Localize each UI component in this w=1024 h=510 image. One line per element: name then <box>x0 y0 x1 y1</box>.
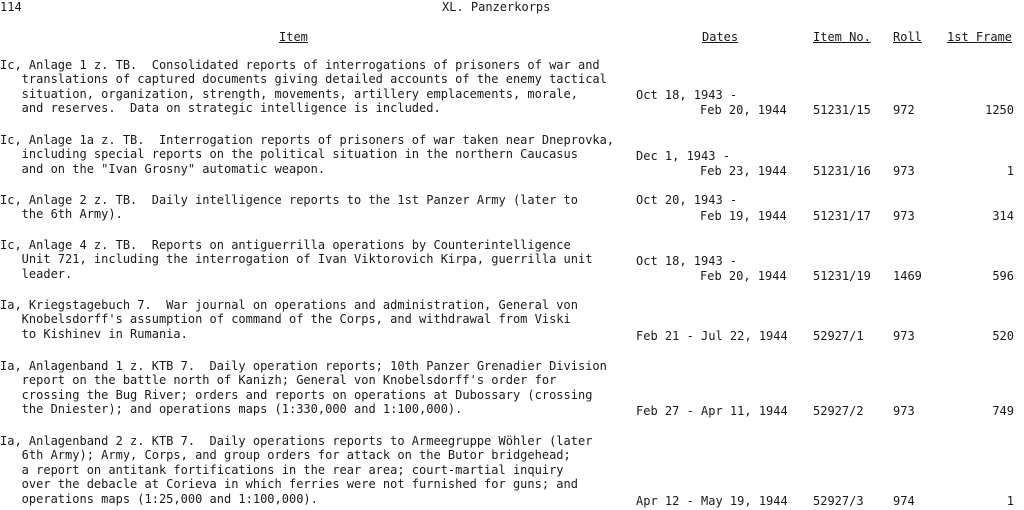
entry-first-frame: 749 <box>992 404 1014 418</box>
entry-roll: 1469 <box>893 269 922 283</box>
entry-item-no: 51231/16 <box>813 164 871 178</box>
entry-description: Ic, Anlage 1a z. TB. Interrogation reports of prisoners of war taken near Dneprovka, including special reports on the political situation in the northern Caucasus and on the "Ivan Grosny" automatic weapon. <box>0 133 615 176</box>
entry-first-frame: 1 <box>1006 164 1014 178</box>
entry-roll: 973 <box>893 404 915 418</box>
entry-date-end: Feb 19, 1944 <box>700 209 787 223</box>
entry-first-frame: 520 <box>992 329 1014 343</box>
entry-first-frame: 314 <box>992 209 1014 223</box>
page-title: XL. Panzerkorps <box>442 0 551 14</box>
entry-description: Ia, Kriegstagebuch 7. War journal on operations and administration, General von Knobelsdorff's assumption of command of the Corps, and withdrawal from Viski to Kishinev in Rumania. <box>0 298 578 341</box>
entry-description: Ic, Anlage 4 z. TB. Reports on antiguerrilla operations by Counterintelligence Unit 721, including the interrogation of Ivan Viktorovich Kirpa, guerrilla unit leader. <box>0 238 593 281</box>
column-header-item-no: Item No. <box>813 30 871 44</box>
entry-description: Ic, Anlage 1 z. TB. Consolidated reports of interrogations of prisoners of war and translations of captured documents giving detailed accounts of the enemy tactical situation, organization, strength, movements, artillery emplacements, morale, and reserves. Data on strategic intelligence is included. <box>0 58 607 116</box>
entry-description: Ic, Anlage 2 z. TB. Daily intelligence reports to the 1st Panzer Army (later to the 6th Army). <box>0 193 578 222</box>
entry-date-start: Dec 1, 1943 - <box>636 149 730 163</box>
entry-item-no: 51231/17 <box>813 209 871 223</box>
entry-date-end: Feb 20, 1944 <box>700 103 787 117</box>
column-header-item: Item <box>279 30 308 44</box>
entry-date-start: Oct 20, 1943 - <box>636 193 738 207</box>
entry-item-no: 52927/2 <box>813 404 864 418</box>
entry-roll: 972 <box>893 103 915 117</box>
entry-item-no: 51231/19 <box>813 269 871 283</box>
column-header-first-frame: 1st Frame <box>947 30 1013 44</box>
page-number: 114 <box>0 0 22 14</box>
entry-date-end: Feb 20, 1944 <box>700 269 787 283</box>
entry-description: Ia, Anlagenband 2 z. KTB 7. Daily operations reports to Armeegruppe Wöhler (later 6th Army); Army, Corps, and group orders for attack on the Butor bridgehead; a report on antitank fortifications in the rear area; court-martial inquiry over the debacle at Corieva in which ferries were not furnished for guns; and operations maps (1:25,000 and 1:100,000). <box>0 434 593 506</box>
entry-date-range: Apr 12 - May 19, 1944 <box>636 494 788 508</box>
entry-roll: 974 <box>893 494 915 508</box>
entry-item-no: 52927/1 <box>813 329 864 343</box>
entry-item-no: 52927/3 <box>813 494 864 508</box>
entry-date-start: Oct 18, 1943 - <box>636 88 738 102</box>
entry-date-end: Feb 23, 1944 <box>700 164 787 178</box>
column-header-dates: Dates <box>702 30 739 44</box>
entry-description: Ia, Anlagenband 1 z. KTB 7. Daily operation reports; 10th Panzer Grenadier Division report on the battle north of Kanizh; General von Knobelsdorff's order for crossing the Bug River; orders and reports on operations at Dubossary (crossing the Dniester); and operations maps (1:330,000 and 1:100,000). <box>0 359 607 417</box>
entry-date-start: Oct 18, 1943 - <box>636 254 738 268</box>
entry-item-no: 51231/15 <box>813 103 871 117</box>
entry-first-frame: 1 <box>1006 494 1014 508</box>
entry-roll: 973 <box>893 329 915 343</box>
entry-date-range: Feb 21 - Jul 22, 1944 <box>636 329 788 343</box>
column-header-roll: Roll <box>893 30 922 44</box>
entry-first-frame: 596 <box>992 269 1014 283</box>
entry-roll: 973 <box>893 164 915 178</box>
entry-first-frame: 1250 <box>985 103 1014 117</box>
entry-date-range: Feb 27 - Apr 11, 1944 <box>636 404 788 418</box>
entry-roll: 973 <box>893 209 915 223</box>
